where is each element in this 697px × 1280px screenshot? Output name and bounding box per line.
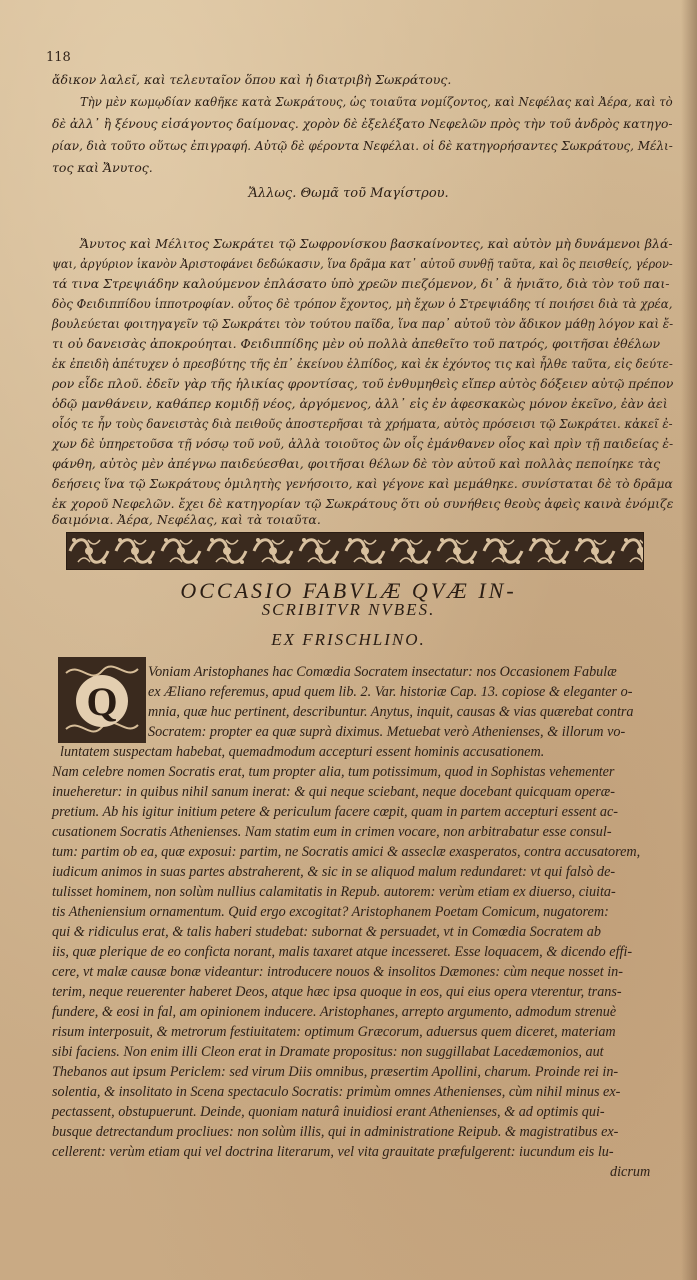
- text-line: ψαι, ἀργύριον ἱκανὸν Ἀριστοφάνει δεδώκασιν, ἵνα δρᾶμα κατ᾽ αὐτοῦ συνθῇ ταῦτα, καὶ ὃς πεισθείς, γέρον-: [52, 256, 673, 271]
- text-line: Voniam Aristophanes hac Comœdia Socratem insectatur: nos Occasionem Fabulæ: [148, 664, 617, 680]
- text-line: ἐκ ἐπειδὴ ἀπέτυχεν ὁ πρεσβύτης τῆς ἐπ᾽ ἐκείνου ἐλπίδος, καὶ ἐκ ἐχόντος τις καὶ ἦλθε ταῦτα, εἰς δεύτε-: [52, 356, 673, 371]
- text-line: ρον εἶδε πλοῦ. ἐδεῖν γὰρ τῆς ἡλικίας φροντίσας, τοῦ ἐνθυμηθεὶς εἴπερ αὐτὸς δόξειεν αὐτῷ πρέπον: [52, 376, 674, 391]
- text-line: luntatem suspectam habebat, quemadmodum accepturi essent hominis accusationem.: [60, 744, 545, 760]
- text-line: τά τινα Στρεψιάδην καλούμενον ἐπλάσατο ὑπὸ χρεῶν πιεζόμενον, δι᾽ ἃ ἠνιᾶτο, διὰ τὸν τοῦ παι-: [52, 276, 670, 291]
- text-line: Thebanos aut ipsum Periclem: sed virum Diis omnibus, præsertim Apollini, charum. Proinde rei in-: [52, 1064, 619, 1080]
- text-line: βουλεύεται φοιτηγαγεῖν τῷ Σωκράτει τὸν τούτου παῖδα, ἵνα παρ᾽ αὐτοῦ τὸν ἄδικον μάθῃ λόγον καὶ ἔ-: [52, 316, 674, 331]
- text-line: risum interposuit, & metrorum festiuitatem: optimum Græcorum, aduersus quem diceret, materiam: [52, 1024, 616, 1040]
- text-line: iudicum animos in suas partes abstraherent, & sic in se aliquod malum redundaret: vt qui falsò de-: [52, 864, 616, 880]
- text-line: tum: partim ob ea, quæ exposui: partim, ne Socratis amici & asseclæ exasperatos, contra accusatorem,: [52, 844, 641, 860]
- title-line-2: SCRIBITVR NVBES.: [261, 600, 436, 619]
- text-line: iis, quæ plerique de eo conficta norant, malis taxaret atque incesseret. Esse loquacem, & dicendo effi-: [52, 944, 633, 960]
- text-line: οἷός τε ἦν τοὺς δανειστὰς διὰ πειθοῦς ἀποστερῆσαι τὰ χρήματα, αὐτὸς πρόσεισι τῷ Σωκράτει. κἀκεῖ ἐ-: [52, 416, 673, 431]
- title-line-1: OCCASIO FABVLÆ QVÆ IN-: [180, 578, 517, 603]
- text-line: Ἄνυτος καὶ Μέλιτος Σωκράτει τῷ Σωφρονίσκου βασκαίνοντες, καὶ αὐτὸν μὴ δυνάμενοι βλά-: [80, 236, 673, 251]
- text-line: terim, neque reuerenter haberet Deos, atque hæc ipsa quoque in eos, qui eius opera vterentur, trans-: [52, 984, 622, 1000]
- text-line: φάνθη, αὐτὸς μὲν ἀπέγνω παιδεύεσθαι, φοιτῆσαι θέλων δὲ τὸν αὐτοῦ καὶ πολλὰς πεποίηκε τὰς: [52, 456, 661, 471]
- text-line: Τὴν μὲν κωμῳδίαν καθῆκε κατὰ Σωκράτους, ὡς τοιαῦτα νομίζοντος, καὶ Νεφέλας καὶ Ἀέρα, καὶ τὸ: [80, 94, 673, 109]
- catchword: dicrum: [610, 1164, 651, 1180]
- text-line: ex Æliano referemus, apud quem lib. 2. Var. historiæ Cap. 13. copiose & eleganter o-: [148, 684, 633, 700]
- text-line: busque detrectandum procliues: non solùm illis, qui in administratione Reipub. & magistratibus ex-: [52, 1124, 619, 1140]
- drop-cap-letter: Q: [86, 679, 118, 724]
- text-line: τος καὶ Ἄνυτος.: [52, 160, 153, 175]
- text-line: pectassent, obstupuerunt. Deinde, quoniam naturâ inuidiosi erant Athenienses, & ad optimis qui-: [52, 1104, 605, 1120]
- text-line: cellerent: verùm etiam qui vel doctrina literarum, vel vita grauitate præfulgerent: iucundum eis lu-: [52, 1144, 614, 1160]
- text-line: τι οὐ δανεισὰς ἀποκρούηται. Φειδιππίδης μὲν οὐ πολλὰ ἀπεθεῖτο τοῦ πατρός, φοιτῆσαι ἐθέλων: [52, 336, 661, 351]
- text-line: Socratem: propter ea quæ suprà diximus. Metuebat verò Athenienses, & illorum vo-: [148, 724, 626, 740]
- text-line: solentia, & insolitato in Scena spectaculo Socratis: primùm omnes Athenienses, cùm nihil minus ex-: [52, 1084, 621, 1100]
- text-line: inueheretur: in quibus nihil sanum inerat: & qui neque sciebant, neque docebant quicquam operæ-: [52, 784, 615, 800]
- drop-cap-ornament-icon: [60, 659, 144, 741]
- section-heading-greek: Ἄλλως. Θωμᾶ τοῦ Μαγίστρου.: [248, 186, 449, 201]
- text-line: tis Atheniensium ornamentum. Quid ergo excogitat? Aristophanem Poetam Comicum, nugatorem:: [52, 904, 609, 920]
- text-line: ἄδικον λαλεῖ, καὶ τελευταῖον ὅπου καὶ ἡ διατριβὴ Σωκράτους.: [52, 72, 452, 87]
- text-line: pretium. Ab his igitur initium petere & periculum facere cœpit, quam in partem accepturi essent ac-: [52, 804, 618, 820]
- text-line: fundere, & eosi in fal, am opinionem inducere. Aristophanes, arrepto argumento, admodum strenuè: [52, 1004, 617, 1020]
- subtitle: EX FRISCHLINO.: [271, 630, 426, 649]
- text-line: ρίαν, διὰ τοῦτο οὕτως ἐπιγραφή. Αὐτῷ δὲ φέροντα Νεφέλαι. οἱ δὲ κατηγορήσαντες Σωκράτους, Μέλι-: [52, 138, 673, 153]
- page-number: 118: [46, 50, 71, 65]
- ornamental-band: [66, 532, 644, 570]
- text-line: ἐκ χοροῦ Νεφελῶν. ἔχει δὲ κατηγορίαν τῷ Σωκράτους ὅτι οὐ συνήθεις θεοὺς ἀφεὶς καινὰ ἐνόμιζε: [52, 496, 674, 511]
- text-line: δαιμόνια. Ἀέρα, Νεφέλας, καὶ τὰ τοιαῦτα.: [52, 512, 321, 527]
- text-line: δὸς Φειδιππίδου ἱπποτροφίαν. οὗτος δὲ τρόπον ἔχοντος, μὴ ἔχων ὁ Στρεψιάδης τί ποιήσει διὰ τὰ χρέα,: [52, 296, 673, 311]
- text-line: cusationem Socratis Athenienses. Nam statim eum in crimen vocare, non arbitrabatur esse consul-: [52, 824, 612, 840]
- drop-cap-initial: [58, 657, 146, 743]
- text-line: Nam celebre nomen Socratis erat, tum propter alia, tum potissimum, quod in Sophistas vehementer: [52, 764, 615, 780]
- text-line: sibi faciens. Non enim illi Cleon erat in Dramate propositus: non suggillabat Lacedæmonios, aut: [52, 1044, 604, 1060]
- text-line: mnia, quæ huc pertinent, describuntur. Anytus, inquit, causas & vias quærebat contra: [148, 704, 634, 720]
- text-line: ὁδῷ μανθάνειν, καθάπερ κομιδῇ νέος, ἀργόμενος, ἀλλ᾽ εἰς ἐν ἀφεσκακὼς μόνον ἐκεῖνο, ἐὰν ἀεὶ: [52, 396, 668, 411]
- text-line: tulisset hominem, non solùm nullius calamitatis in Repub. autorem: verùm etiam ex diuerso, ciuita-: [52, 884, 616, 900]
- text-line: δὲ ἀλλ᾽ ἢ ξένους εἰσάγοντος δαίμονας. χορὸν δὲ ἐξελέξατο Νεφελῶν πρὸς τὴν τοῦ ἀνδρὸς κατηγο-: [52, 116, 673, 131]
- text-line: δεήσεις ἵνα τῷ Σωκράτους ὁμιλητὴς γενήσοιτο, καὶ γέγονε καὶ μεμάθηκε. συνίσταται δὲ τὸ δρᾶμα: [52, 476, 673, 491]
- text-line: χων δὲ ὑπηρετοῦσα τῇ νόσῳ τοῦ νοῦ, ἀλλὰ τοιοῦτος ὢν οἷς ἐμάνθανεν οἷος καὶ πρὶν τῇ παιδείας ἐ-: [52, 436, 674, 451]
- text-line: cere, vt malæ causæ bonæ videantur: introducere nouos & insolitos Dæmones: cùm neque nosset in-: [52, 964, 623, 980]
- text-line: qui & ridiculus erat, & talis haberi studebat: subornat & persuadet, vt in Comœdia Socratem ab: [52, 924, 601, 940]
